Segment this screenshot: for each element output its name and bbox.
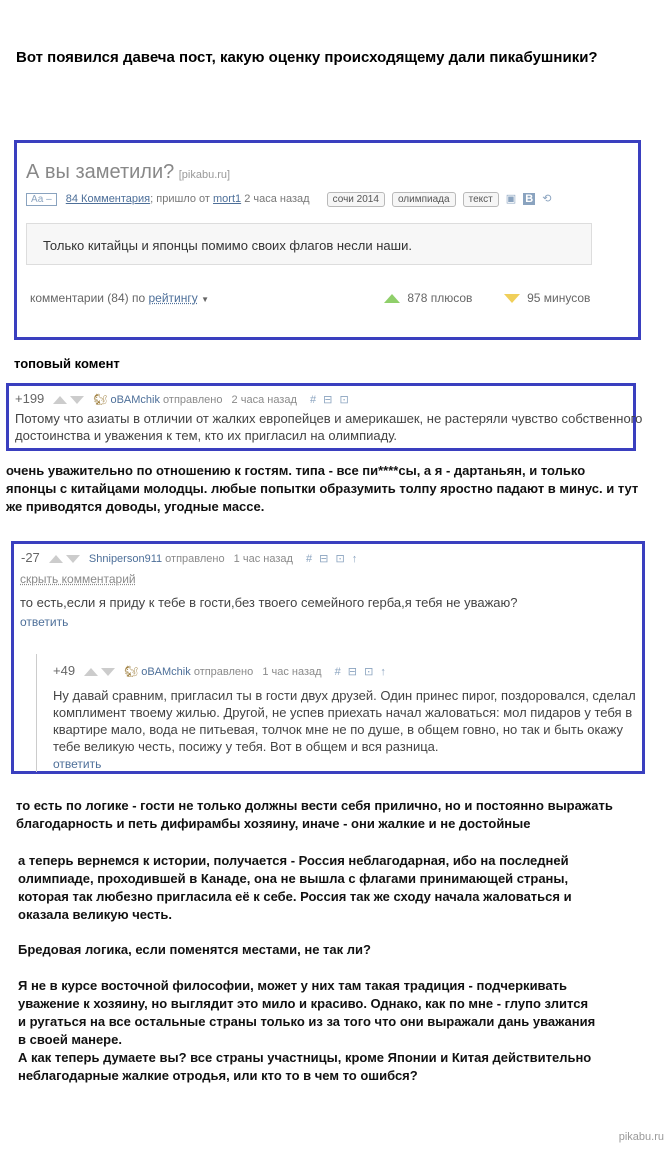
comment-text-line: достоинства и уважения к тем, кто их пригласил на олимпиаду. (15, 428, 398, 443)
comment-text (53, 687, 636, 755)
text-line: неблагодарные жалкие отродья, или кто то в чем то ошибся? (18, 1068, 418, 1083)
comment-time: 1 час назад (233, 553, 293, 565)
collapse-icon[interactable]: ⊟ (347, 666, 358, 678)
collapse-icon[interactable]: ⊟ (323, 394, 333, 406)
permalink-icon[interactable]: # (309, 394, 317, 406)
comment-time: 2 часа назад (231, 394, 297, 406)
post-card (14, 140, 641, 340)
text-line: японцы с китайцами молодцы. любые попытки образумить толпу яростно падают в минус. и тут (6, 481, 639, 496)
comment-text-line: квартире мало, вода не питьевая, толчок мне не по душе, в общем говно, но так и быть окажу (53, 722, 623, 737)
tag-olympics[interactable]: олимпиада (392, 192, 456, 207)
permalink-icon[interactable]: # (305, 553, 313, 565)
comment-text (15, 410, 642, 444)
comments-sort-label: комментарии (84) по (30, 291, 146, 305)
comment-sent-label: отправлено (163, 394, 223, 406)
save-icon[interactable]: ⊡ (339, 394, 349, 406)
parent-arrow-icon[interactable]: ↑ (351, 553, 358, 565)
text-line: благодарность и петь дифирамбы хозяину, иначе - они жалкие и не достойные (16, 816, 531, 831)
commentary-paragraph-5 (18, 977, 595, 1085)
font-size-button[interactable]: Аа – (26, 193, 57, 206)
text-line: в своей манере. (18, 1032, 122, 1047)
comment-user-link[interactable]: oBAMchik (110, 394, 160, 406)
parent-arrow-icon[interactable]: ↑ (380, 666, 386, 678)
commentary-paragraph-3 (18, 852, 572, 924)
downvote-icon[interactable] (66, 555, 80, 563)
downvote-icon[interactable] (101, 668, 115, 676)
comment-thread-card (11, 541, 645, 774)
text-line: А как теперь думаете вы? все страны участницы, кроме Японии и Китая действительно (18, 1050, 592, 1065)
comments-sort-dropdown[interactable]: рейтингу (148, 291, 198, 305)
posted-from-text: ; пришло от (150, 193, 210, 205)
header-question: Вот появился давеча пост, какую оценку происходящему дали пикабушники? (16, 49, 598, 66)
post-body (26, 223, 592, 265)
comment-text-line: комплимент твоему жилью. Другой, не успев приехать начал жаловаться: мол пидаров у тебя в (53, 705, 633, 720)
upvote-icon[interactable] (53, 396, 67, 404)
comment-user-link[interactable]: oBAMchik (141, 666, 191, 678)
hide-comment-link[interactable]: скрыть комментарий (20, 572, 136, 586)
permalink-icon[interactable]: # (334, 666, 341, 678)
text-line: уважение к хозяину, но выглядит это мило и красиво. Однако, как по мне - глупо злится (18, 996, 589, 1011)
text-line: и ругаться на все остальные страны только из за того что они выражали дань уважания (18, 1014, 596, 1029)
reply-link[interactable]: ответить (53, 757, 102, 771)
comment-score: -27 (21, 550, 40, 565)
comment-text-line: Потому что азиаты в отличии от жалких европейцев и америкашек, не растеряли чувство собственного (15, 411, 643, 426)
chevron-down-icon[interactable]: ▼ (201, 295, 210, 304)
post-source: [pikabu.ru] (178, 169, 231, 181)
commentary-paragraph-1 (6, 462, 638, 516)
comment-score: +199 (15, 391, 45, 406)
post-time: 2 часа назад (244, 193, 310, 205)
text-line: очень уважительно по отношению к гостям. типа - все пи****сы, а я - дартаньян, и только (6, 463, 586, 478)
user-avatar-icon: 🐿 (93, 394, 108, 406)
tag-sochi[interactable]: сочи 2014 (327, 192, 385, 207)
text-line: то есть по логике - гости не только должны вести себя прилично, но и постоянно выражать (16, 798, 613, 813)
comment-text-line: тебе великую честь, посижу у тебя. Вот в общем и вся разница. (53, 739, 439, 754)
post-title[interactable]: А вы заметили? (26, 161, 175, 183)
downvote-icon[interactable] (70, 396, 84, 404)
comment-sent-label: отправлено (193, 666, 254, 678)
upvote-icon[interactable] (49, 555, 63, 563)
comments-count-link[interactable]: 84 Комментария (65, 193, 151, 205)
comment-time: 1 час назад (262, 666, 322, 678)
commentary-paragraph-2 (16, 797, 613, 833)
collapse-icon[interactable]: ⊟ (319, 553, 329, 565)
save-icon[interactable]: ▣ (505, 193, 517, 205)
tag-text[interactable]: текст (463, 192, 499, 207)
user-avatar-icon: 🐿 (124, 666, 139, 678)
vk-icon[interactable]: В (525, 193, 534, 205)
text-line: Я не в курсе восточной философии, может у них там такая традиция - подчеркивать (18, 978, 567, 993)
plus-arrow-icon[interactable] (384, 294, 400, 303)
minuses-count: 95 минусов (527, 291, 591, 305)
top-comment-card (6, 383, 643, 451)
text-line: олимпиаде, проходившей в Канаде, она не вышла с флагами принимающей страны, (18, 871, 569, 886)
text-line: а теперь вернемся к истории, получается - Россия неблагодарная, ибо на последней (18, 853, 569, 868)
commentary-paragraph-4: Бредовая логика, если поменятся местами, не так ли? (18, 942, 371, 957)
comment-text-line: Ну давай сравним, пригласил ты в гости двух друзей. Один принес пирог, поздоровался, сделал (53, 688, 636, 703)
save-icon[interactable]: ⊡ (364, 666, 374, 678)
top-comment-label: топовый комент (14, 356, 120, 371)
share-icon[interactable]: ⟲ (542, 193, 552, 205)
comment-sent-label: отправлено (165, 553, 225, 565)
reply-link[interactable]: ответить (20, 615, 69, 629)
pluses-count: 878 плюсов (407, 291, 473, 305)
post-body-text: Только китайцы и японцы помимо своих флагов несли наши. (43, 238, 412, 253)
comment-score: +49 (53, 663, 76, 678)
upvote-icon[interactable] (84, 668, 98, 676)
nested-comment (36, 654, 637, 772)
text-line: же приводятся доводы, угодные массе. (6, 499, 265, 514)
comment-text: то есть,если я приду к тебе в гости,без твоего семейного герба,я тебя не уважаю? (20, 595, 518, 610)
post-author-link[interactable]: mort1 (213, 193, 242, 205)
save-icon[interactable]: ⊡ (335, 553, 345, 565)
text-line: оказала великую честь. (18, 907, 173, 922)
minus-arrow-icon[interactable] (504, 294, 520, 303)
watermark: pikabu.ru (618, 1131, 664, 1143)
text-line: которая так любезно пригласила её к себе. Россия так же сходу начала жаловаться и (18, 889, 572, 904)
comment-user-link[interactable]: Shniperson911 (88, 553, 163, 565)
